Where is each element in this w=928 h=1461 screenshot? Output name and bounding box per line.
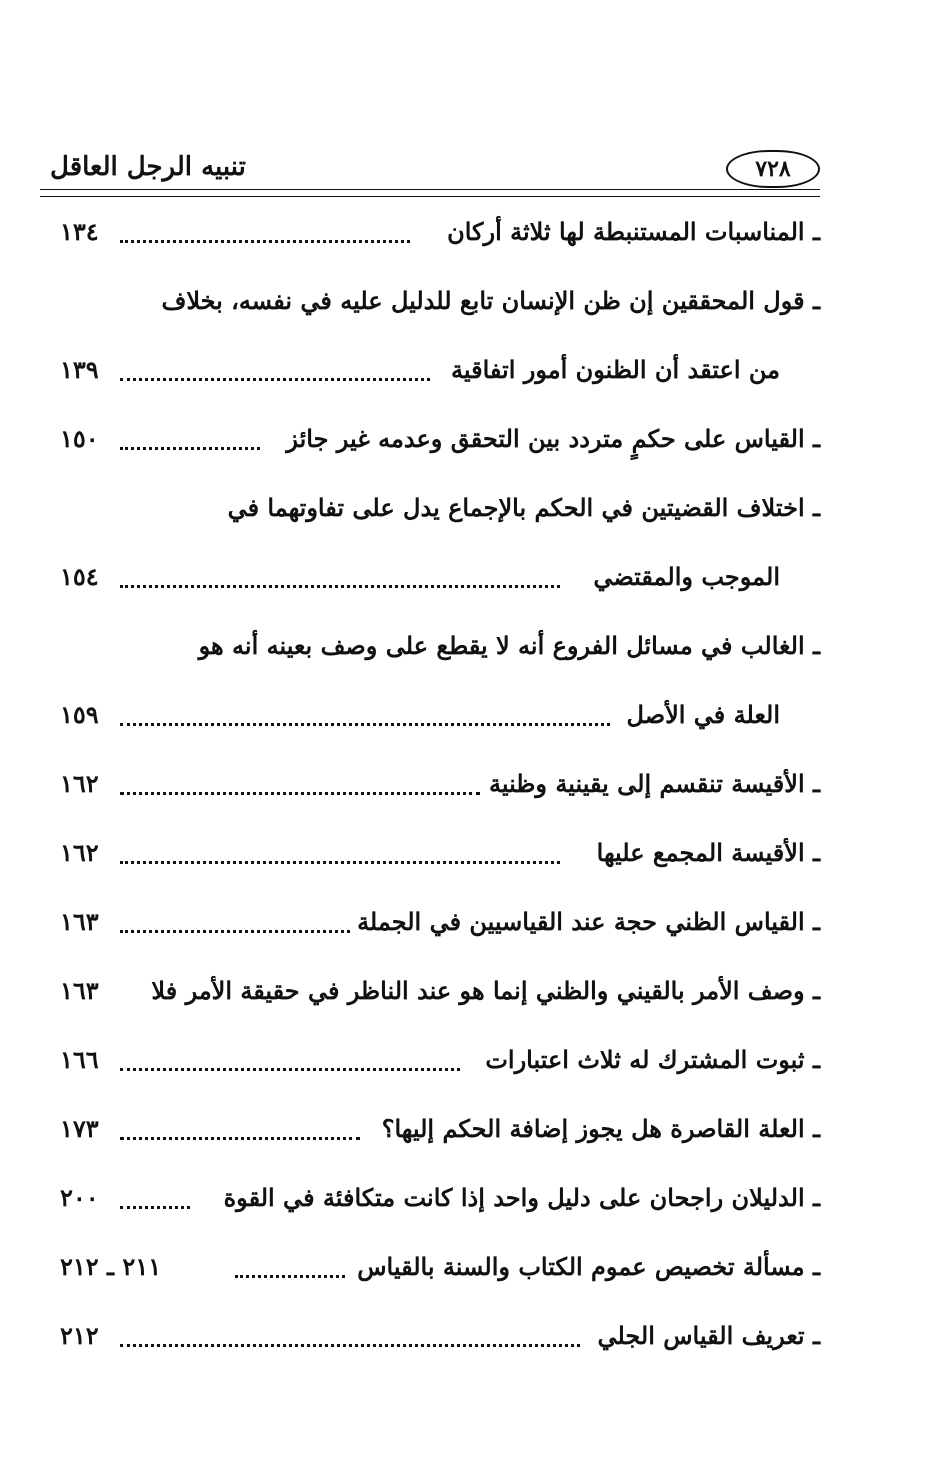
- toc-entry: [60, 1174, 820, 1222]
- dot-leader: [120, 1332, 580, 1347]
- toc-entry: [60, 415, 820, 463]
- toc-entry: [60, 691, 820, 739]
- page-number-badge: [726, 150, 820, 188]
- entry-page: ١٣٤: [60, 217, 99, 246]
- dot-leader: [120, 366, 430, 381]
- entry-page: ٢٠٠: [60, 1183, 99, 1212]
- toc-entry: [60, 898, 820, 946]
- toc-entry: [60, 760, 820, 808]
- dot-leader: [120, 228, 410, 243]
- toc-entry: [60, 484, 820, 532]
- toc-entry: [60, 967, 820, 1015]
- entry-page: ١٧٣: [60, 1114, 99, 1143]
- dot-leader: [120, 435, 260, 450]
- dot-leader: [120, 780, 480, 795]
- entry-title: ـ قول المحققين إن ظن الإنسان تابع للدليل عليه في نفسه، بخلاف: [161, 286, 820, 315]
- entry-page: ١٣٩: [60, 355, 99, 384]
- dot-leader: [235, 1263, 345, 1278]
- dot-leader: [120, 573, 560, 588]
- entry-page: ٢١١ ـ ٢١٢: [60, 1252, 162, 1281]
- entry-title: ـ الدليلان راجحان على دليل واحد إذا كانت متكافئة في القوة: [223, 1183, 820, 1212]
- entry-page: ٢١٢: [60, 1321, 99, 1350]
- entry-page: ١٦٦: [60, 1045, 99, 1074]
- page-number: ٧٢٨: [755, 156, 791, 182]
- entry-page: ١٦٢: [60, 838, 99, 867]
- entry-page: ١٥٠: [60, 424, 99, 453]
- entry-title: ـ مسألة تخصيص عموم الكتاب والسنة بالقياس: [357, 1252, 820, 1281]
- entry-title: ـ المناسبات المستنبطة لها ثلاثة أركان: [447, 217, 820, 246]
- entry-title: ـ وصف الأمر بالقيني والظني إنما هو عند الناظر في حقيقة الأمر فلا: [151, 976, 820, 1005]
- entry-page: ١٦٣: [60, 976, 99, 1005]
- entry-title: ـ الأقيسة تنقسم إلى يقينية وظنية: [488, 769, 820, 798]
- entry-page: ١٥٤: [60, 562, 99, 591]
- entry-title: العلة في الأصل: [626, 700, 780, 729]
- toc-entry: [60, 346, 820, 394]
- entry-page: ١٥٩: [60, 700, 99, 729]
- toc-entry: [60, 208, 820, 256]
- entry-title: ـ القياس على حكمٍ متردد بين التحقق وعدمه غير جائز: [286, 424, 820, 453]
- toc-entry: [60, 1243, 820, 1291]
- toc-entry: [60, 829, 820, 877]
- entry-title: الموجب والمقتضي: [593, 562, 780, 591]
- dot-leader: [120, 711, 610, 726]
- entry-title: من اعتقد أن الظنون أمور اتفاقية: [451, 355, 780, 384]
- entry-title: ـ ثبوت المشترك له ثلاث اعتبارات: [485, 1045, 820, 1074]
- entry-title: ـ العلة القاصرة هل يجوز إضافة الحكم إليها؟: [381, 1114, 820, 1143]
- entry-title: ـ تعريف القياس الجلي: [597, 1321, 820, 1350]
- page-header: [40, 150, 820, 194]
- dot-leader: [120, 1056, 460, 1071]
- header-rule: [40, 189, 820, 197]
- toc-entry: [60, 1036, 820, 1084]
- entry-title: ـ الغالب في مسائل الفروع أنه لا يقطع على وصف بعينه أنه هو: [198, 631, 820, 660]
- toc-entry: [60, 1312, 820, 1360]
- book-title: تنبيه الرجل العاقل: [50, 152, 246, 182]
- toc-entry: [60, 622, 820, 670]
- entry-page: ١٦٣: [60, 907, 99, 936]
- toc-entry: [60, 277, 820, 325]
- toc-entry: [60, 553, 820, 601]
- dot-leader: [120, 849, 560, 864]
- entry-title: ـ اختلاف القضيتين في الحكم بالإجماع يدل على تفاوتهما في: [227, 493, 820, 522]
- entry-page: ١٦٢: [60, 769, 99, 798]
- entry-title: ـ الأقيسة المجمع عليها: [596, 838, 820, 867]
- toc-entry: [60, 1105, 820, 1153]
- dot-leader: [120, 918, 350, 933]
- entry-title: ـ القياس الظني حجة عند القياسيين في الجملة: [357, 907, 820, 936]
- dot-leader: [120, 1125, 360, 1140]
